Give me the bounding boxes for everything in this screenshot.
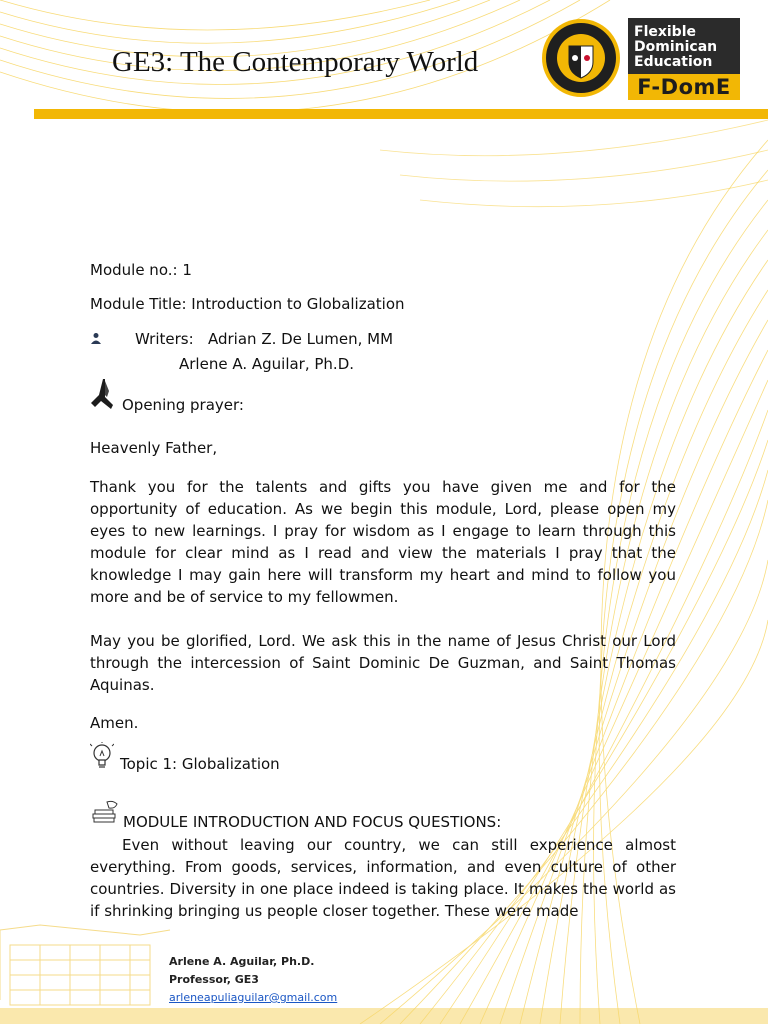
university-seal-icon (541, 18, 621, 98)
module-number: Module no.: 1 (90, 261, 192, 279)
prayer-paragraph-2 (90, 630, 676, 696)
footer-name: Arlene A. Aguilar, Ph.D. (169, 955, 315, 968)
brand-logo-fdome: F-DomE (628, 74, 740, 100)
writers-label: Writers: (135, 330, 194, 348)
footer-email-link[interactable]: arleneapuliaguilar@gmail.com (169, 991, 338, 1004)
prayer-closing: Amen. (90, 714, 139, 732)
writer-icon (90, 332, 102, 344)
books-icon (91, 800, 121, 826)
brand-line-flexible: Flexible (634, 24, 697, 40)
page-title: GE3: The Contemporary World (112, 46, 479, 78)
module-intro-text: Even without leaving our country, we can still experience almost everything. From goods, services, information, and even culture of other countries. Diversity in one place indeed is taking place. It makes the world as if shrinking bringing us people closer together. These were made (90, 836, 676, 920)
prayer-paragraph-1 (90, 476, 676, 608)
module-intro-heading: MODULE INTRODUCTION AND FOCUS QUESTIONS: (123, 813, 502, 831)
prayer-paragraph-2-text: May you be glorified, Lord. We ask this in the name of Jesus Christ our Lord through the intercession of Saint Dominic De Guzman, and Saint Thomas Aquinas. (90, 632, 676, 694)
module-intro-paragraph (90, 834, 676, 922)
topic-label: Topic 1: Globalization (120, 755, 280, 773)
fdome-brand-logo (628, 18, 740, 100)
lightbulb-icon (90, 742, 114, 770)
prayer-paragraph-1-text: Thank you for the talents and gifts you have given me and for the opportunity of education. As we begin this module, Lord, please open my eyes to new learnings. I pray for wisdom as I engage to learn through this module for clear mind as I read and view the materials I pray that the knowledge I may gain here will transform my heart and mind to follow you more and be of service to my fellowmen. (90, 478, 676, 606)
prayer-salutation: Heavenly Father, (90, 439, 218, 457)
writer-2: Arlene A. Aguilar, Ph.D. (179, 355, 355, 373)
footer-contact (169, 953, 337, 1007)
writer-1: Adrian Z. De Lumen, MM (208, 330, 394, 348)
opening-prayer-heading: Opening prayer: (122, 396, 244, 414)
module-title: Module Title: Introduction to Globalization (90, 295, 405, 313)
header-gold-bar (34, 109, 768, 119)
footer-role: Professor, GE3 (169, 973, 259, 986)
brand-line-dominican: Dominican (634, 39, 718, 55)
brand-line-education: Education (634, 54, 713, 70)
praying-hands-icon (89, 377, 119, 411)
